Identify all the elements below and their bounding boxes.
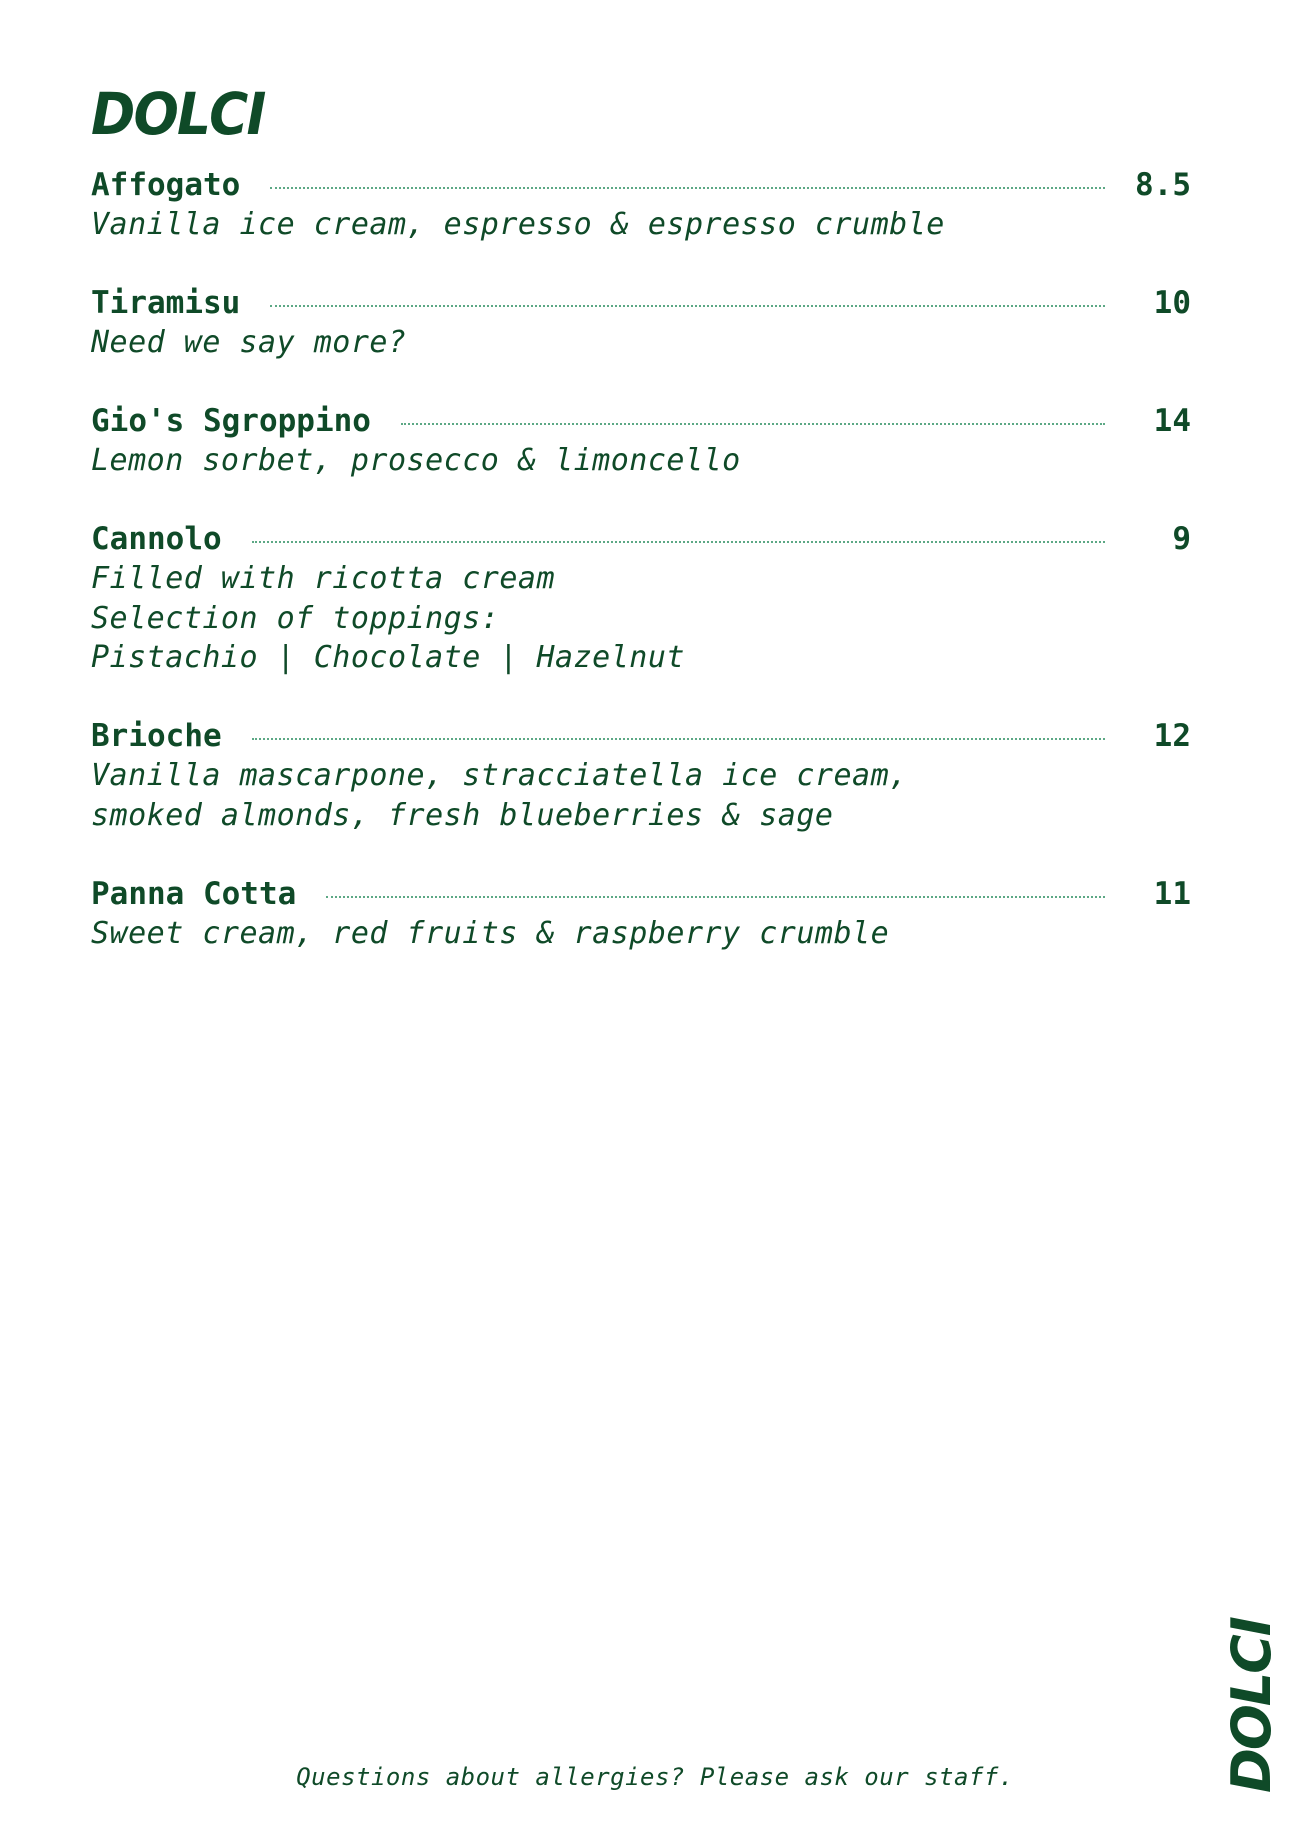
menu-item-header [91,716,1191,756]
item-price: 10 [1153,285,1191,321]
item-name: Affogato [91,167,241,203]
item-price: 8.5 [1135,167,1191,203]
page-title: DOLCI [91,80,265,148]
dotted-leader [401,423,1105,425]
item-description: Filled with ricotta cream [91,561,556,596]
dotted-leader [252,738,1105,740]
item-description: Lemon sorbet, prosecco & limoncello [91,443,741,478]
item-description: Sweet cream, red fruits & raspberry crumble [91,916,890,951]
item-price: 11 [1153,876,1191,912]
dotted-leader [326,896,1105,898]
menu-list [91,165,1191,954]
dotted-leader [270,305,1105,307]
item-description: Vanilla mascarpone, stracciatella ice cream, [91,758,908,793]
dotted-leader [252,541,1105,543]
item-description: smoked almonds, fresh blueberries & sage [91,797,834,833]
item-price: 12 [1153,718,1191,754]
item-name: Gio's Sgroppino [91,403,371,439]
menu-item-header [91,519,1191,559]
item-name: Tiramisu [91,285,241,321]
item-price: 14 [1153,403,1191,439]
dotted-leader [270,187,1105,189]
menu-item-header [91,401,1191,441]
menu-item-cannolo [91,519,1191,716]
item-description: Selection of toppings: [91,600,500,636]
menu-item-header [91,874,1191,914]
item-name: Brioche [91,718,222,754]
allergy-note: Questions about allergies? Please ask our staff. [296,1763,1014,1791]
menu-item-tiramisu [91,283,1191,401]
menu-item-affogato [91,165,1191,283]
menu-item-header [91,165,1191,205]
item-price: 9 [1172,521,1191,557]
item-name: Cannolo [91,521,222,557]
item-description: Need we say more? [91,325,407,360]
side-logo: DOLCI [1220,1618,1283,1793]
menu-item-header [91,283,1191,323]
menu-item-brioche [91,716,1191,874]
item-name: Panna Cotta [91,876,297,912]
item-description: Vanilla ice cream, espresso & espresso crumble [91,207,945,242]
menu-item-sgroppino [91,401,1191,519]
menu-item-panna-cotta [91,874,1191,954]
item-description: Pistachio | Chocolate | Hazelnut [91,640,685,675]
